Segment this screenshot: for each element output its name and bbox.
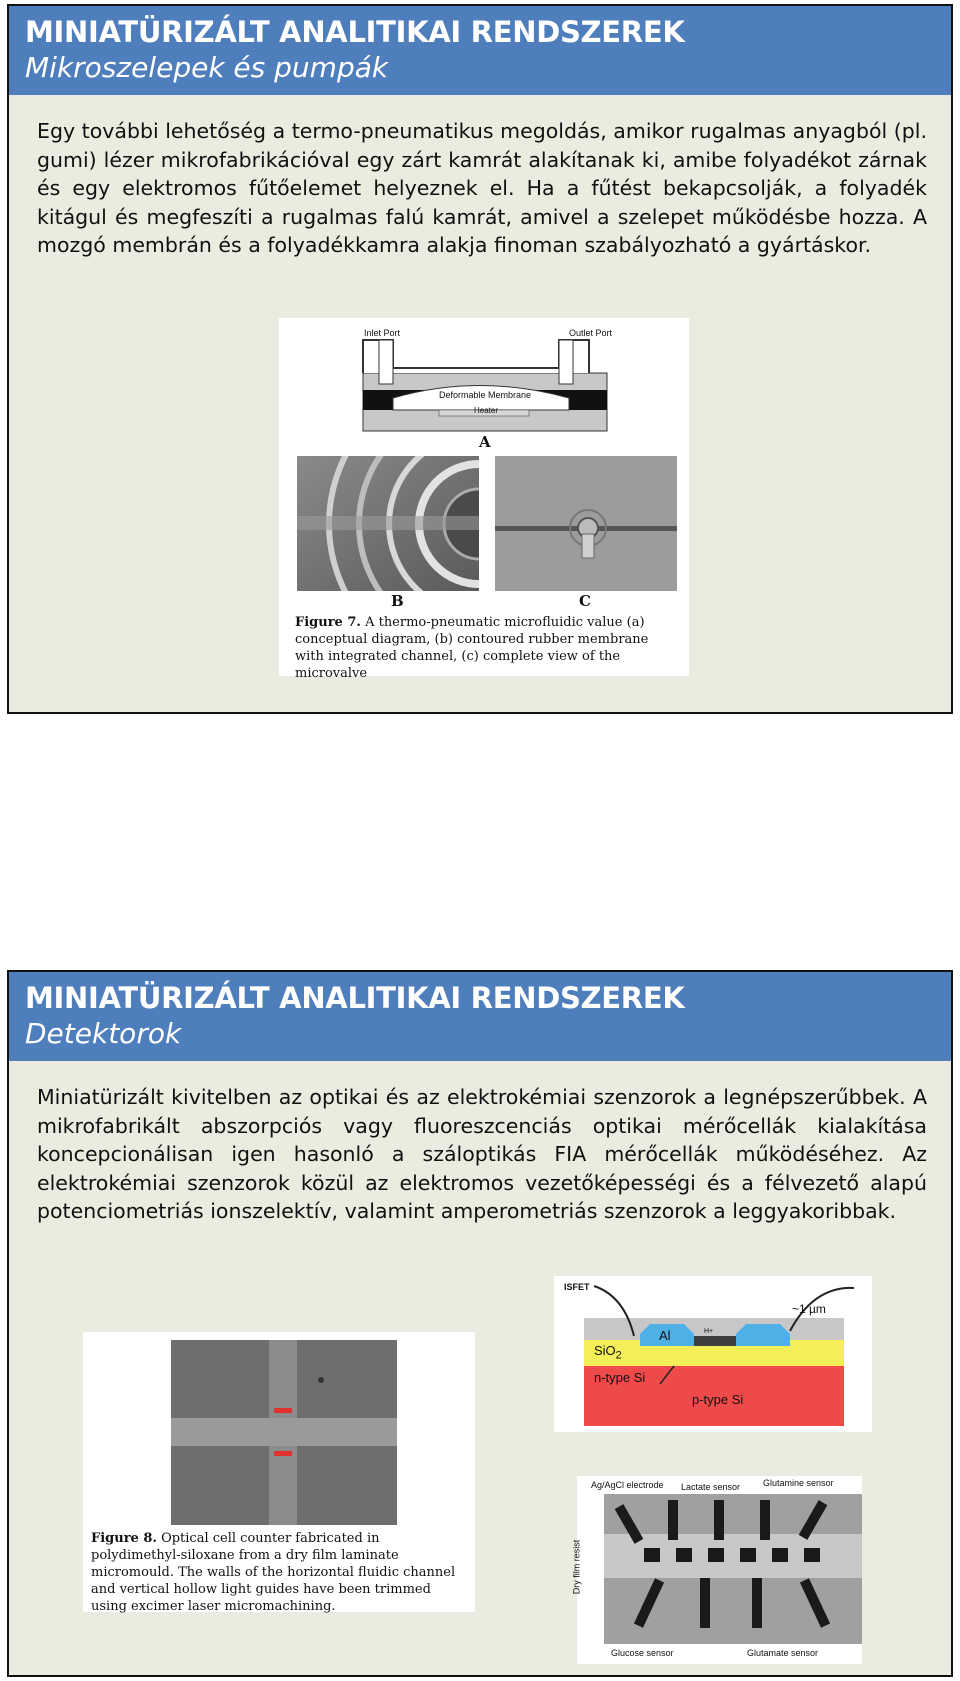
- isfet-ptype: p-type Si: [692, 1392, 744, 1407]
- isfet-hplus: H+: [704, 1328, 714, 1335]
- isfet-diagram: [554, 1276, 872, 1432]
- cell-counter-photo: [171, 1340, 397, 1525]
- figure-7: [279, 318, 689, 681]
- membrane-photo: [297, 456, 479, 591]
- label-b: B: [391, 592, 404, 610]
- label-c: C: [579, 592, 591, 610]
- glucose-label: Glucose sensor: [611, 1648, 674, 1658]
- slide-subtitle: Mikroszelepek és pumpák: [25, 51, 389, 84]
- isfet-al: Al: [659, 1328, 671, 1343]
- isfet-scale: ~1 µm: [792, 1302, 826, 1316]
- glutamine-label: Glutamine sensor: [763, 1478, 834, 1488]
- figure-8: [83, 1332, 475, 1612]
- figure-7-caption: [295, 614, 675, 682]
- slide-paragraph: Miniatürizált kivitelben az optikai és az elektrokémiai szenzorok a legnépszerűbbek. A mikrofabrikált abszorpciós vagy fluoreszcenciás optikai mérőcellák kialakítása koncepcionálisan igen hasonló a száloptikás FIA mérőcellák működéséhez. Az elektrokémiai szenzorok közül az elektromos vezetőképességi és a félvezető alapú potenciometriás ionszelektív, valamint amperometriás szenzorok a leggyakoribbak.: [37, 1085, 927, 1223]
- isfet-ntype: n-type Si: [594, 1370, 646, 1385]
- inlet-port-label: Inlet Port: [364, 328, 401, 338]
- isfet-sio2-text: SiO: [594, 1343, 616, 1358]
- label-a: A: [479, 433, 491, 451]
- slide-detectors: [7, 970, 953, 1677]
- slide-header: [9, 6, 951, 95]
- outlet-port-label: Outlet Port: [569, 328, 613, 338]
- valve-diagram: [279, 318, 689, 448]
- slide-title: MINIATÜRIZÁLT ANALITIKAI RENDSZEREK: [25, 981, 685, 1015]
- slide-title: MINIATÜRIZÁLT ANALITIKAI RENDSZEREK: [25, 15, 685, 49]
- agcl-label: Ag/AgCl electrode: [591, 1480, 664, 1490]
- glutamate-label: Glutamate sensor: [747, 1648, 819, 1658]
- sensor-array: [571, 1476, 862, 1664]
- figure-7-caption-text: A thermo-pneumatic microfluidic value (a) conceptual diagram, (b) contoured rubber membrane with integrated channel, (c) complete view of the microvalve: [295, 615, 649, 681]
- figure-7-caption-label: Figure 7.: [295, 615, 361, 630]
- slide-header: [9, 972, 951, 1061]
- figure-8-caption: [91, 1530, 469, 1615]
- membrane-label: Deformable Membrane: [439, 390, 532, 400]
- sensor-array-photo: [604, 1494, 862, 1644]
- slide-paragraph: Egy további lehetőség a termo-pneumatikus megoldás, amikor rugalmas anyagból (pl. gumi) lézer mikrofabrikációval egy zárt kamrát alakítanak ki, amibe folyadékot zárnak és egy elektromos fűtőelemet helyeznek el. Ha a fűtést bekapcsolják, a folyadék kitágul és megfeszíti a rugalmas falú kamrát, amivel a szelepet működésbe hozza. A mozgó membrán és a folyadékkamra alakja finoman szabályozható a gyártáskor.: [37, 119, 927, 257]
- figure-8-caption-label: Figure 8.: [91, 1531, 157, 1546]
- isfet-sio2: [594, 1343, 622, 1362]
- isfet-title: ISFET: [564, 1282, 590, 1292]
- dryfilm-label: Dry film resist: [571, 1539, 582, 1595]
- lactate-label: Lactate sensor: [681, 1482, 741, 1492]
- figure-8-caption-text: Optical cell counter fabricated in polydimethyl-siloxane from a dry film laminate micromould. The walls of the horizontal fluidic channel and vertical hollow light guides have been trimmed using excimer laser micromachining.: [91, 1531, 456, 1614]
- slide-microvalves: [7, 4, 953, 714]
- heater-label: Heater: [474, 406, 499, 415]
- microvalve-photo: [495, 456, 677, 591]
- isfet-sio2-sub: 2: [615, 1349, 622, 1362]
- slide-subtitle: Detektorok: [25, 1017, 182, 1050]
